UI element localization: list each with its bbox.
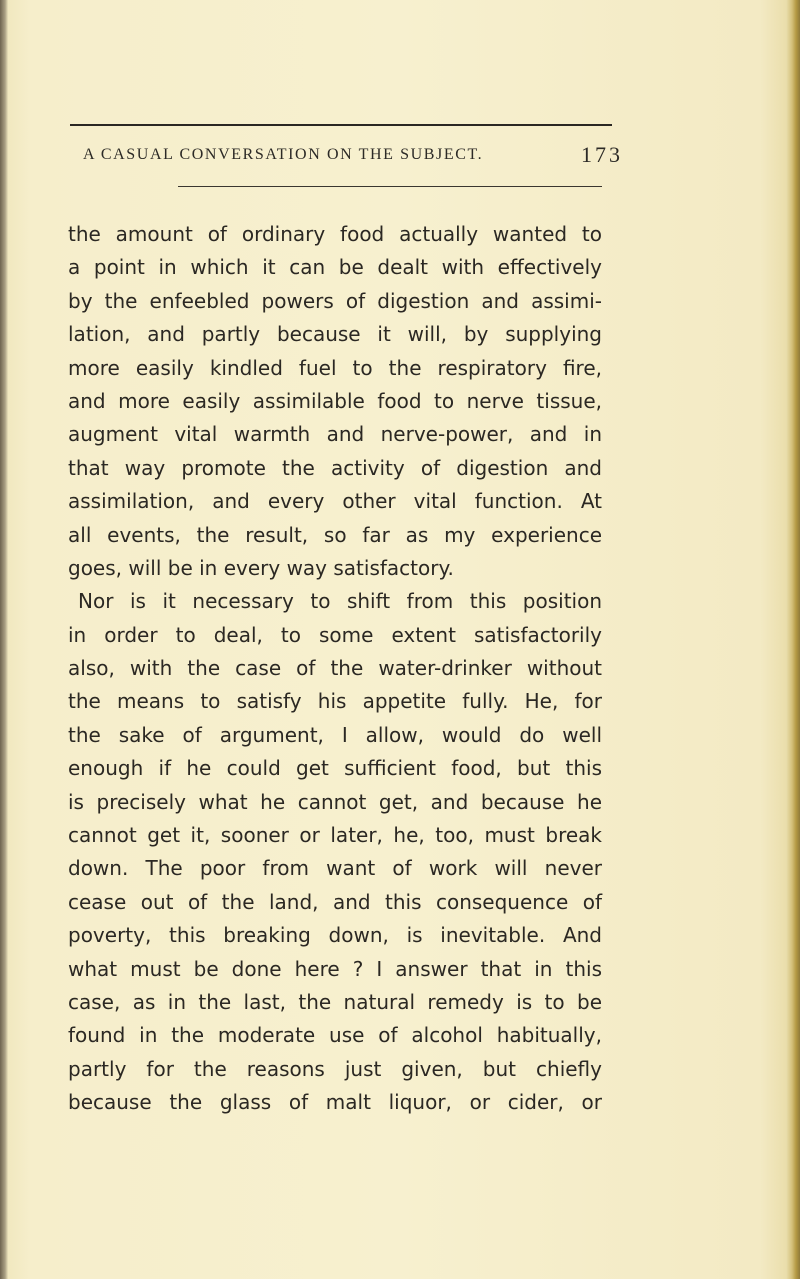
text-line: also, with the case of the water-drinker without <box>68 656 602 681</box>
page-number: 173 <box>581 142 623 167</box>
text-line: in order to deal, to some extent satisfactorily <box>68 622 602 647</box>
header-rule-bottom <box>178 186 602 187</box>
text-line: poverty, this breaking down, is inevitable. And <box>68 923 602 948</box>
page-right-edge <box>786 0 800 1279</box>
text-line: is precisely what he cannot get, and because he <box>68 789 602 814</box>
header-rule-top <box>70 124 612 126</box>
page-left-edge <box>0 0 8 1279</box>
text-line: the amount of ordinary food actually wanted to <box>68 222 602 246</box>
text-line: partly for the reasons just given, but chiefly <box>68 1056 602 1081</box>
text-line: cease out of the land, and this consequence of <box>68 889 602 914</box>
text-line: a point in which it can be dealt with effectively <box>68 255 602 280</box>
text-line: cannot get it, sooner or later, he, too, must break <box>68 823 602 848</box>
text-line: the sake of argument, I allow, would do well <box>68 722 602 747</box>
text-line: assimilation, and every other vital function. At <box>68 489 602 514</box>
text-line: what must be done here ? I answer that in this <box>68 956 602 981</box>
text-line: the means to satisfy his appetite fully. He, for <box>68 689 602 714</box>
text-line: by the enfeebled powers of digestion and assimi- <box>68 288 602 313</box>
text-line: Nor is it necessary to shift from this position <box>78 589 602 614</box>
page-header <box>83 144 623 174</box>
text-line: case, as in the last, the natural remedy is to be <box>68 989 602 1014</box>
running-head: A CASUAL CONVERSATION ON THE SUBJECT. <box>83 146 484 163</box>
text-line: augment vital warmth and nerve-power, and in <box>68 422 602 447</box>
text-line: all events, the result, so far as my experience <box>68 522 602 547</box>
text-line: enough if he could get sufficient food, but this <box>68 756 602 781</box>
text-line: more easily kindled fuel to the respiratory fire, <box>68 355 602 380</box>
body-text <box>68 218 602 1120</box>
text-line: and more easily assimilable food to nerve tissue, <box>68 388 602 413</box>
text-line: that way promote the activity of digestion and <box>68 455 602 480</box>
text-line: lation, and partly because it will, by supplying <box>68 322 602 347</box>
text-line: goes, will be in every way satisfactory. <box>68 555 454 580</box>
text-line: found in the moderate use of alcohol habitually, <box>68 1023 602 1048</box>
text-line: down. The poor from want of work will never <box>68 856 602 881</box>
text-line: because the glass of malt liquor, or cider, or <box>68 1090 602 1115</box>
